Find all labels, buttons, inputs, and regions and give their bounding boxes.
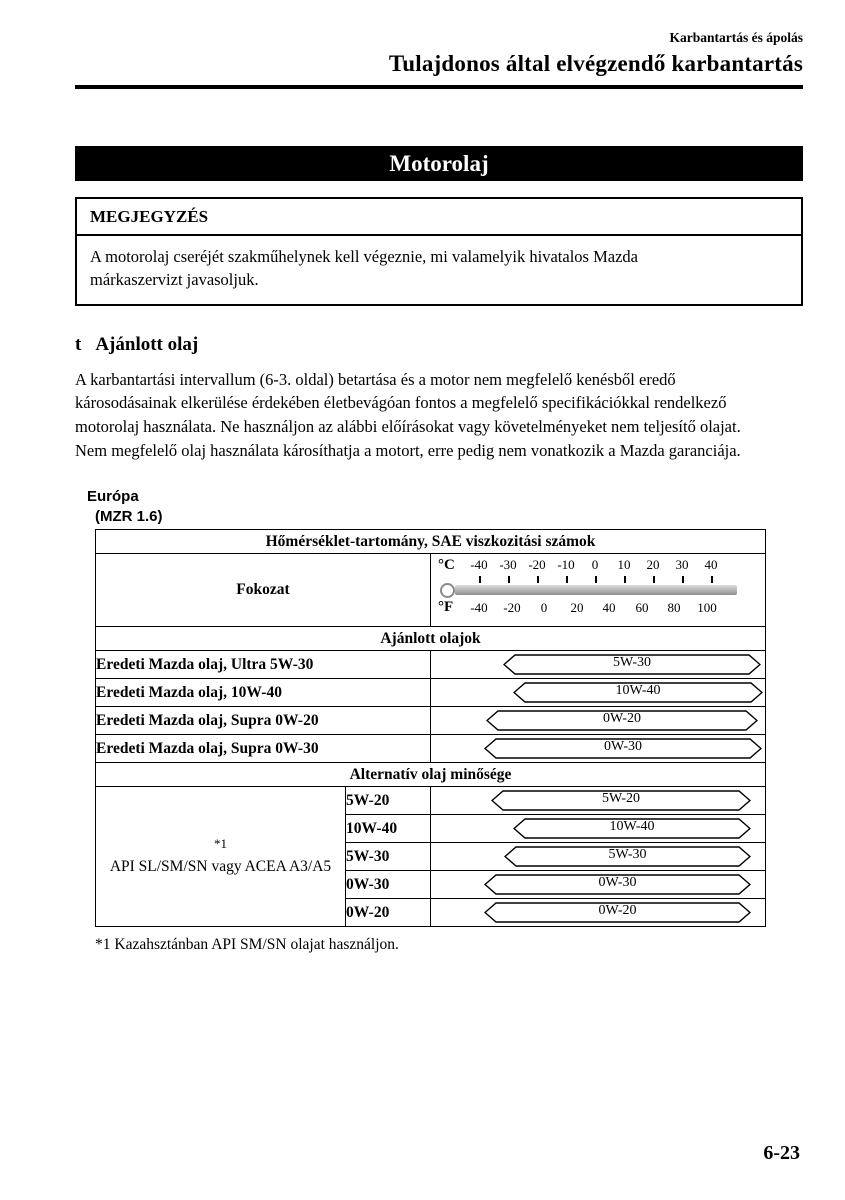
note-heading: MEGJEGYZÉS [77,199,801,236]
grade-column-header: Fokozat [96,554,431,627]
oil-name: Eredeti Mazda olaj, Supra 0W-20 [96,707,431,735]
section-banner: Motorolaj [75,146,803,181]
viscosity-range-cell [431,735,766,763]
arrow-label: 5W-30 [608,847,647,863]
viscosity-range-cell [431,679,766,707]
table-row [96,554,766,627]
arrow-label: 0W-20 [602,711,642,727]
table-row [96,651,766,679]
tick-mark [566,576,568,583]
alternative-spec [96,787,346,927]
tick-mark [595,576,597,583]
grade-label: 0W-20 [346,899,431,927]
table-row [96,679,766,707]
celsius-tick-label: 20 [646,557,660,573]
table-row [96,787,766,815]
section-heading [75,334,803,356]
tick-mark [624,576,626,583]
celsius-symbol: °C [438,557,455,574]
arrow-label: 5W-20 [601,791,641,807]
tick-mark [653,576,655,583]
celsius-tick-label: 10 [617,557,631,573]
viscosity-range-cell [431,707,766,735]
viscosity-arrow [484,738,762,759]
fahrenheit-tick-label: 60 [635,600,649,616]
celsius-tick-label: 40 [704,557,718,573]
celsius-tick-label: 0 [591,557,599,573]
fahrenheit-tick-label: 100 [697,600,717,616]
tick-mark [682,576,684,583]
viscosity-arrow [484,902,751,923]
viscosity-range-cell [431,899,766,927]
breadcrumb: Karbantartás és ápolás [669,30,803,45]
viscosity-range-cell [431,815,766,843]
fahrenheit-symbol: °F [438,599,454,616]
arrow-label: 0W-30 [598,875,637,891]
title-rule [75,85,803,89]
page-title: Tulajdonos által elvégzendő karbantartás [388,51,803,76]
note-box [75,197,803,306]
intro-paragraph: A karbantartási intervallum (6-3. oldal) betartása és a motor nem megfelelő kenésből eredő károsodásainak elkerülése érdekében életbevágóan fontos a megfelelő specifikációkkal rendelkező motorolaj használata. Ne használjon az alábbi előírásokat vagy követelményeket nem teljesítő olajat. Nem megfelelő olaj használata károsíthatja a motort, erre pedig nem vonatkozik a Mazda garanciája. [75,369,741,460]
table-row [96,763,766,787]
tick-mark [537,576,539,583]
viscosity-arrow [491,790,751,811]
note-body: A motorolaj cseréjét szakműhelynek kell végeznie, mi valamelyik hivatalos Mazda márkaszervizt javasoljuk. [90,247,638,290]
viscosity-arrow [504,846,751,867]
arrow-label: 5W-30 [612,655,652,671]
tick-mark [711,576,713,583]
celsius-tick-label: 30 [675,557,689,573]
page-number: 6-23 [763,1142,800,1164]
fahrenheit-tick-label: 40 [602,600,616,616]
grade-label: 0W-30 [346,871,431,899]
table-row [96,627,766,651]
fahrenheit-tick-label: -20 [503,600,521,616]
grade-label: 10W-40 [346,815,431,843]
viscosity-range-cell [431,787,766,815]
table-row [96,530,766,554]
table-title: Hőmérséklet-tartomány, SAE viszkozitási számok [96,530,766,554]
celsius-tick-label: -20 [528,557,546,573]
section-bullet-icon: t [75,333,82,355]
oil-name: Eredeti Mazda olaj, Supra 0W-30 [96,735,431,763]
grade-label: 5W-30 [346,843,431,871]
viscosity-arrow [503,654,761,675]
temperature-scale [431,554,766,627]
fahrenheit-tick-label: -40 [470,600,488,616]
table-row [96,735,766,763]
celsius-tick-label: -10 [557,557,575,573]
thermometer-bulb-icon [440,583,455,598]
page-header [75,30,803,77]
celsius-tick-label: -30 [499,557,517,573]
viscosity-arrow [486,710,758,731]
section-title: Ajánlott olaj [95,333,199,355]
oil-viscosity-table [95,529,766,927]
thermometer-bar [455,585,737,595]
celsius-tick-label: -40 [470,557,488,573]
viscosity-range-cell [431,651,766,679]
grade-label: 5W-20 [346,787,431,815]
recommended-oils-header: Ajánlott olajok [96,627,766,651]
oil-name: Eredeti Mazda olaj, 10W-40 [96,679,431,707]
viscosity-arrow [513,682,763,703]
viscosity-range-cell [431,871,766,899]
fahrenheit-tick-label: 80 [667,600,681,616]
fahrenheit-tick-label: 20 [570,600,584,616]
region-label: Európa [87,488,139,506]
footnote-marker: *1 [214,836,227,852]
arrow-label: 0W-20 [598,903,637,919]
alternative-spec-name: API SL/SM/SN vagy ACEA A3/A5 [109,858,332,876]
viscosity-range-cell [431,843,766,871]
footnote: *1 Kazahsztánban API SM/SN olajat használjon. [95,936,399,954]
viscosity-arrow [484,874,751,895]
oil-name: Eredeti Mazda olaj, Ultra 5W-30 [96,651,431,679]
engine-label: (MZR 1.6) [95,508,163,526]
tick-mark [479,576,481,583]
arrow-label: 10W-40 [615,683,661,699]
arrow-label: 10W-40 [609,819,655,835]
viscosity-arrow [513,818,751,839]
arrow-label: 0W-30 [603,739,643,755]
alternative-oils-header: Alternatív olaj minősége [96,763,766,787]
table-row [96,707,766,735]
tick-mark [508,576,510,583]
fahrenheit-tick-label: 0 [540,600,548,616]
